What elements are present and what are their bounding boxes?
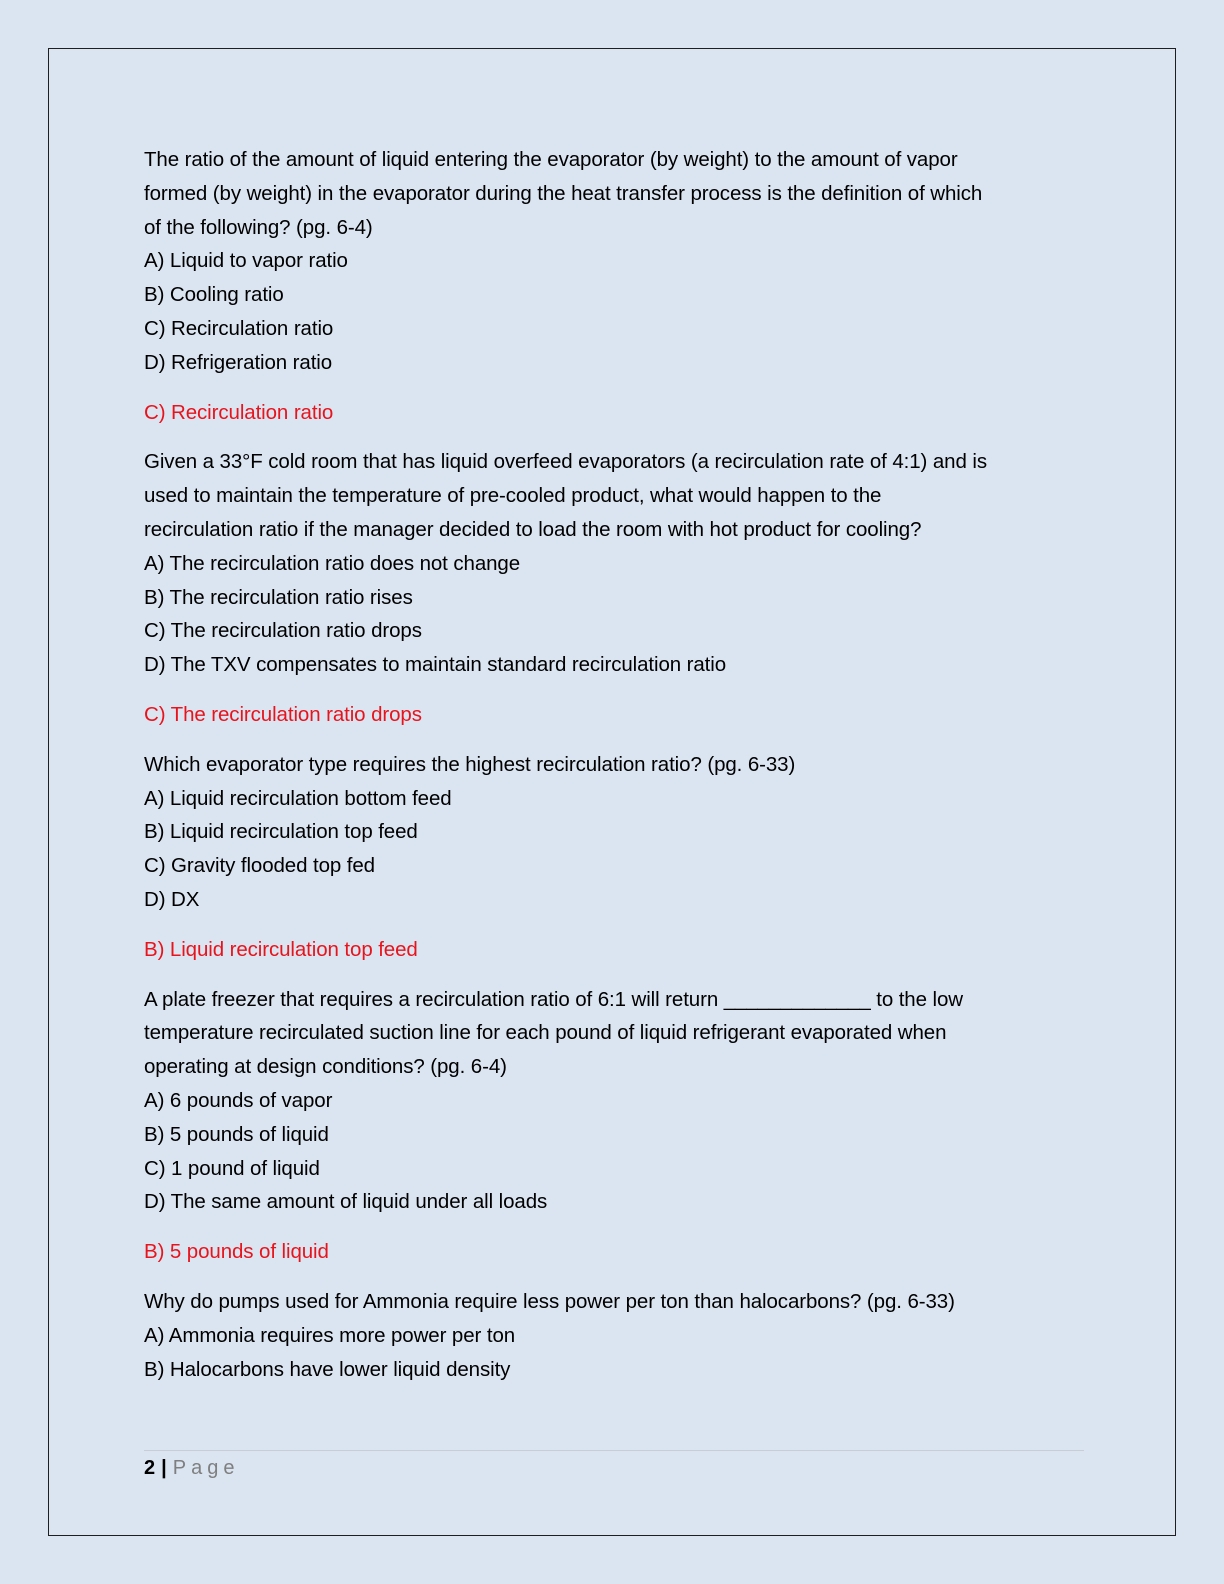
question-line: formed (by weight) in the evaporator during the heat transfer process is the definition of which (144, 181, 983, 205)
question-line: Why do pumps used for Ammonia require less power per ton than halocarbons? (pg. 6-33) (144, 1289, 955, 1313)
option-a: A) Ammonia requires more power per ton (144, 1323, 516, 1347)
option-c: C) Gravity flooded top fed (144, 854, 375, 878)
question-line: of the following? (pg. 6-4) (144, 215, 373, 239)
page-number: 2 (144, 1457, 156, 1479)
footer-divider (144, 1450, 1084, 1451)
option-c: C) 1 pound of liquid (144, 1156, 320, 1180)
question-block (144, 143, 1074, 429)
question-block (144, 445, 1074, 731)
page-footer (144, 1454, 239, 1482)
option-b: B) Halocarbons have lower liquid density (144, 1357, 511, 1381)
option-d: D) The TXV compensates to maintain standard recirculation ratio (144, 653, 727, 677)
answer-text: C) Recirculation ratio (144, 400, 334, 424)
document-body (144, 143, 1074, 1386)
question-line: operating at design conditions? (pg. 6-4) (144, 1055, 507, 1079)
question-line: The ratio of the amount of liquid entering the evaporator (by weight) to the amount of vapor (144, 148, 958, 171)
question-line: temperature recirculated suction line for each pound of liquid refrigerant evaporated when (144, 1021, 947, 1045)
answer-text: B) 5 pounds of liquid (144, 1240, 329, 1264)
option-a: A) 6 pounds of vapor (144, 1088, 333, 1112)
option-d: D) DX (144, 887, 200, 911)
question-text (144, 143, 1074, 244)
question-line: recirculation ratio if the manager decided to load the room with hot product for cooling? (144, 517, 922, 541)
question-text (144, 445, 1074, 546)
footer-separator: | (161, 1457, 167, 1479)
option-b: B) Liquid recirculation top feed (144, 820, 418, 844)
answer-text: C) The recirculation ratio drops (144, 702, 422, 726)
question-line: A plate freezer that requires a recirculation ratio of 6:1 will return _____________ to the low (144, 987, 963, 1011)
option-a: A) Liquid recirculation bottom feed (144, 786, 452, 810)
question-block (144, 983, 1074, 1269)
option-d: D) The same amount of liquid under all loads (144, 1190, 548, 1214)
option-b: B) Cooling ratio (144, 283, 284, 307)
option-a: A) Liquid to vapor ratio (144, 249, 348, 273)
option-c: C) Recirculation ratio (144, 316, 334, 340)
question-line: Which evaporator type requires the highest recirculation ratio? (pg. 6-33) (144, 752, 796, 776)
page-label: Page (172, 1457, 240, 1479)
question-line: used to maintain the temperature of pre-cooled product, what would happen to the (144, 484, 882, 508)
option-c: C) The recirculation ratio drops (144, 619, 422, 643)
option-b: B) 5 pounds of liquid (144, 1122, 329, 1146)
option-a: A) The recirculation ratio does not change (144, 551, 521, 575)
question-text (144, 1285, 1074, 1319)
question-block (144, 748, 1074, 967)
question-line: Given a 33°F cold room that has liquid overfeed evaporators (a recirculation rate of 4:1) and is (144, 450, 987, 474)
option-b: B) The recirculation ratio rises (144, 585, 413, 609)
answer-text: B) Liquid recirculation top feed (144, 937, 418, 961)
question-text (144, 983, 1074, 1084)
question-block (144, 1285, 1074, 1386)
option-d: D) Refrigeration ratio (144, 350, 333, 374)
question-text (144, 748, 1074, 782)
